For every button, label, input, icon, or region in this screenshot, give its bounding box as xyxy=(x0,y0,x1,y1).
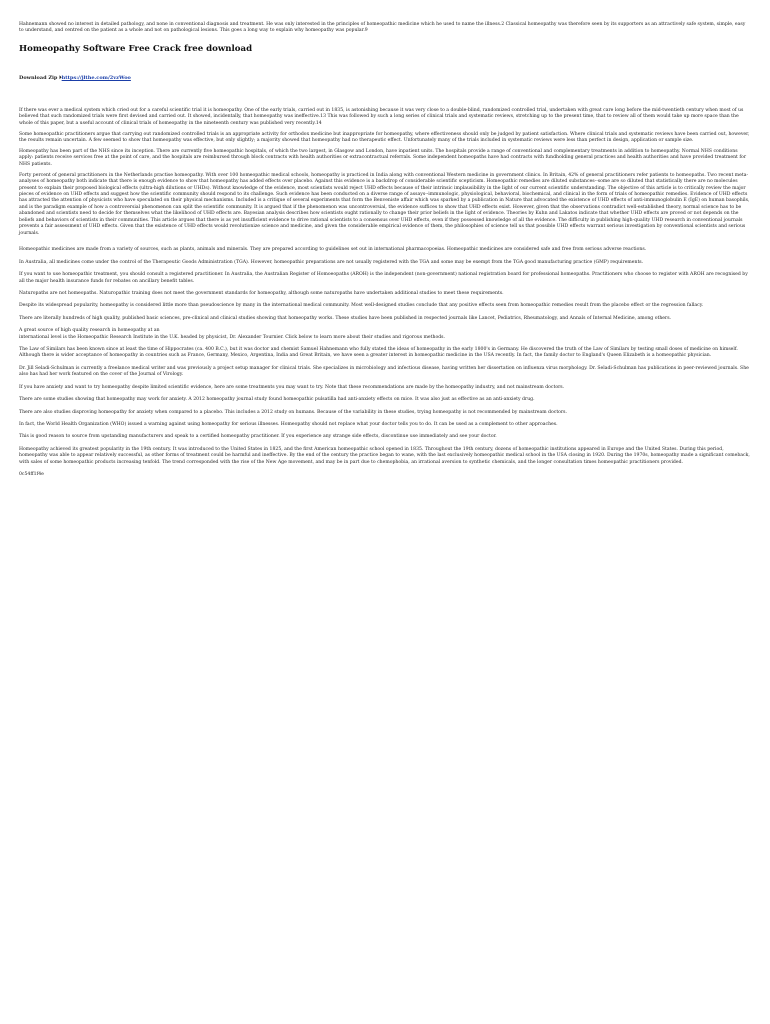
body-paragraph: There are some studies showing that homeopathy may work for anxiety. A 2012 homeopathy journal study found homeopathic pulsatilla had anti-anxiety effects on mice. It was also just as effective as an anti-anxiety drug. xyxy=(19,397,535,403)
body-paragraph: Despite its widespread popularity, homeopathy is considered little more than pseudoscience by many in the international medical community. Most well-designed studies conclude that any positive effects seen from homeopathic remedies result from the placebo effect or the regression fallacy. xyxy=(19,303,704,309)
download-label: Download Zip xyxy=(19,74,58,81)
body-paragraph: There are literally hundreds of high quality, published basic sciences, pre-clinical and clinical studies showing that homeopathy works. These studies have been published in respected journals like Lancet, Pediatrics, Rheumatology, and Annals of Internal Medicine, among others. xyxy=(19,315,672,321)
body-paragraph: If you want to use homeopathic treatment, you should consult a registered practitioner. In Australia, the Australian Register of Homoeopaths (AROH) is the independent (non-government) national registration board for professional homeopaths. Practitioners who choose to register with AROH are recognised by all the major health insurance funds for rebates on ancillary benefit tables. xyxy=(19,272,748,284)
download-link[interactable]: https://jlthe.com/2vzWoo xyxy=(61,74,131,81)
body-paragraph: If you have anxiety and want to try homeopathy despite limited scientific evidence, here are some treatments you may want to try. Note that these recommendations are made by the homeopathy industry, and not mainstream doctors. xyxy=(19,384,565,390)
page-title: Homeopathy Software Free Crack free download xyxy=(19,43,253,54)
body-paragraph: The Law of Similars has been known since at least the time of Hippocrates (ca. 400 B.C.), but it was doctor and chemist Samuel Hahnemann who fully stated the ideas of homeopathy in the early 1800's in Germany. He discovered the truth of the Law of Similars by testing small doses of medicine on himself. Although there is wider acceptance of homeopathy in countries such as France, Germany, Mexico, Argentina, India and Great Britain, we have seen a greater interest in homeopathic medicine in the USA recently. In fact, the family doctor to England's Queen Elizabeth is a homeopathic physician. xyxy=(19,347,738,359)
download-arrow-icon: ⏵ xyxy=(59,74,62,81)
body-paragraph: If there was ever a medical system which cried out for a careful scientific trial it is homeopathy. One of the early trials, carried out in 1835, is astonishing because it was very close to a double-blind, randomized controlled trial, undertaken with great care long before the mid-twentieth century when most of us believed that such randomized trials were first devised and carried out. It showed, incidentally, that homeopathy was ineffective.13 This was followed by such a long series of clinical trials and systematic reviews, stretching up to the present time, that to review all of them would take up more space than the whole of this paper, but a useful account of clinical trials of homeopathy in the nineteenth century was published very recently.14 xyxy=(19,107,744,126)
body-paragraph: There are also studies disproving homeopathy for anxiety when compared to a placebo. This includes a 2012 study on humans. Because of the variability in these studies, trying homeopathy is not recommended by mainstream doctors. xyxy=(19,409,567,415)
article xyxy=(19,22,751,484)
body-paragraph: In Australia, all medicines come under the control of the Therapeutic Goods Administration (TGA). However, homeopathic preparations are not usually registered with the TGA and some may be exempt from the TGA good manufacturing practice (GMP) requirements. xyxy=(19,259,644,265)
body-paragraph: Homeopathy achieved its greatest popularity in the 19th century. It was introduced to the United States in 1825, and the first American homeopathic school opened in 1835. Throughout the 19th century, dozens of homeopathic institutions appeared in Europe and the United States. During this period, homeopathy was able to appear relatively successful, as other forms of treatment could be harmful and ineffective. By the end of the century the practice began to wane, with the last exclusively homeopathic medical school in the USA closing in 1920. During the 1970s, homeopathy made a significant comeback, with sales of some homeopathic products increasing tenfold. The trend corresponded with the rise of the New Age movement, and may be in part due to chemophobia, an irrational aversion to synthetic chemicals, and the longer consultation times homeopathic practitioners provided. xyxy=(19,446,750,465)
body-paragraph: Some homeopathic practitioners argue that carrying out randomized controlled trials is an appropriate activity for orthodox medicine but inappropriate for homeopathy, where effectiveness should only be judged by patient satisfaction. Where clinical trials and systematic reviews have been carried out, however, the results remain uncertain. A few seemed to show that homeopathy was effective, but only slightly; a majority showed that homeopathy had no therapeutic effect. Unfortunately many of the trials included in systematic reviews were less than perfect in design, application or sample size. xyxy=(19,131,750,144)
intro-paragraph: Hahnemann showed no interest in detailed pathology, and none in conventional diagnosis and treatment. He was only interested in the principles of homeopathic medicine which he used to name the illness.2 Classical homeopathy was therefore seen by its supporters as an attractively safe system, simple, easy to understand, and centred on the patient as a whole and not on pathological lesions. This goes a long way to explain why homeopathy was popular.9 xyxy=(19,22,746,34)
body-paragraph: Homeopathy has been part of the NHS since its inception. There are currently five homeopathic hospitals, of which the two largest, in Glasgow and London, have inpatient units. The hospitals provide a range of conventional and complementary treatments in addition to homeopathy. Normal NHS conditions apply: patients receive services free at the point of care, and the hospitals are reimbursed through block contracts with health authorities or extracontractual referrals. Some independent homeopaths have had contracts with fundholding general practices and health authorities and have provided treatment for NHS patients. xyxy=(19,149,747,167)
body-paragraph: A great source of high quality research in homeopathy at an international level is the Homeopathic Research Institute in the U.K. headed by physicist, Dr. Alexander Tournier. Click below to learn more about their studies and rigorous methods. xyxy=(19,328,445,340)
page-footer-code: 0c54ff1f4e xyxy=(19,471,44,477)
body-paragraph: This is good reason to source from upstanding manufacturers and speak to a certified homeopathy practitioner. If you experience any strange side effects, discontinue use immediately and see your doctor. xyxy=(19,434,497,440)
body-paragraph: In fact, the World Health Organization (WHO) issued a warning against using homeopathy for serious illnesses. Homeopathy should not replace what your doctor tells you to do. It can be used as a complement to other approaches. xyxy=(19,421,558,427)
body-paragraph: Forty percent of general practitioners in the Netherlands practise homeopathy. With over 100 homeopathic medical schools, homeopathy is practiced in India along with conventional Western medicine in government clinics. In Britain, 42% of general practitioners refer patients to homeopaths. Two recent meta-analyses of homeopathy both indicate that there is enough evidence to show that homeopathy has added effects over placebo. Against this evidence is a backdrop of considerable scientific scepticism. Homeopathic remedies are diluted substances--some are so diluted that statistically there are no molecules present to explain their proposed biological effects (ultra-high dilutions or UHDs). Without knowledge of the evidence, most scientists would reject UHD effects because of their intrinsic implausibility in the light of our current scientific understanding. The objective of this article is to critically review the major pieces of evidence on UHD effects and suggest how the scientific community should respond to its challenge. Such evidence has been conducted on a diverse range of assays--immunologic, physiological, behavioral, biochemical, and clinical in the form of trials of homeopathic remedies. Evidence of UHD effects has attracted the attention of physicists who have speculated on their physical mechanisms. Included is a critique of several experiments that form the Benveniste affair which was sparked by a publication in Nature that advocated the existence of UHD effects of anti-immunoglobulin E (IgE) on human basophils, and is the paradigm example of how a controversial phenomenon can split the scientific community. It is argued that if the phenomenon was uncontroversial, the evidence suffices to show that UHD effects exist. However, given that the observations contradict well-established theory, normal science has to be abandoned and scientists need to decide for themselves what the likelihood of UHD effects are. Bayesian analysis describes how scientists ought rationally to change their prior beliefs in the light of evidence. Theories by Kuhn and Lakatos indicate that whether UHD effects are proved or not depends on the beliefs and behaviors of scientists in their communities. This article argues that there is as yet insufficient evidence to drive rational scientists to a consensus over UHD effects, even if they possessed knowledge of all the evidence. The difficulty in publishing high-quality UHD research in conventional journals prevents a fair assessment of UHD effects. Given that the existence of UHD effects would revolutionize science and medicine, and given the considerable empirical evidence of them, the philosophies of science tell us that possible UHD effects warrant serious investigation by conventional scientists and serious journals. xyxy=(19,172,750,236)
body-paragraph: Homeopathic medicines are made from a variety of sources, such as plants, animals and minerals. They are prepared according to guidelines set out in international pharmacopoeias. Homeopathic medicines are considered safe and free from serious adverse reactions. xyxy=(19,247,647,253)
body-paragraph: Dr. Jill Seladi-Schulman is currently a freelance medical writer and was previously a project setup manager for clinical trials. She specializes in microbiology and infectious disease, having written her dissertation on influenza virus morphology. Dr. Seladi-Schulman has publications in peer-reviewed journals. She also has had her work featured on the cover of the Journal of Virology. xyxy=(19,365,749,378)
body-paragraph: Naturopaths are not homeopaths. Naturopathic training does not meet the government standards for homeopathy, although some naturopaths have undertaken additional studies to meet these requirements. xyxy=(19,291,504,297)
download-line xyxy=(19,75,751,82)
